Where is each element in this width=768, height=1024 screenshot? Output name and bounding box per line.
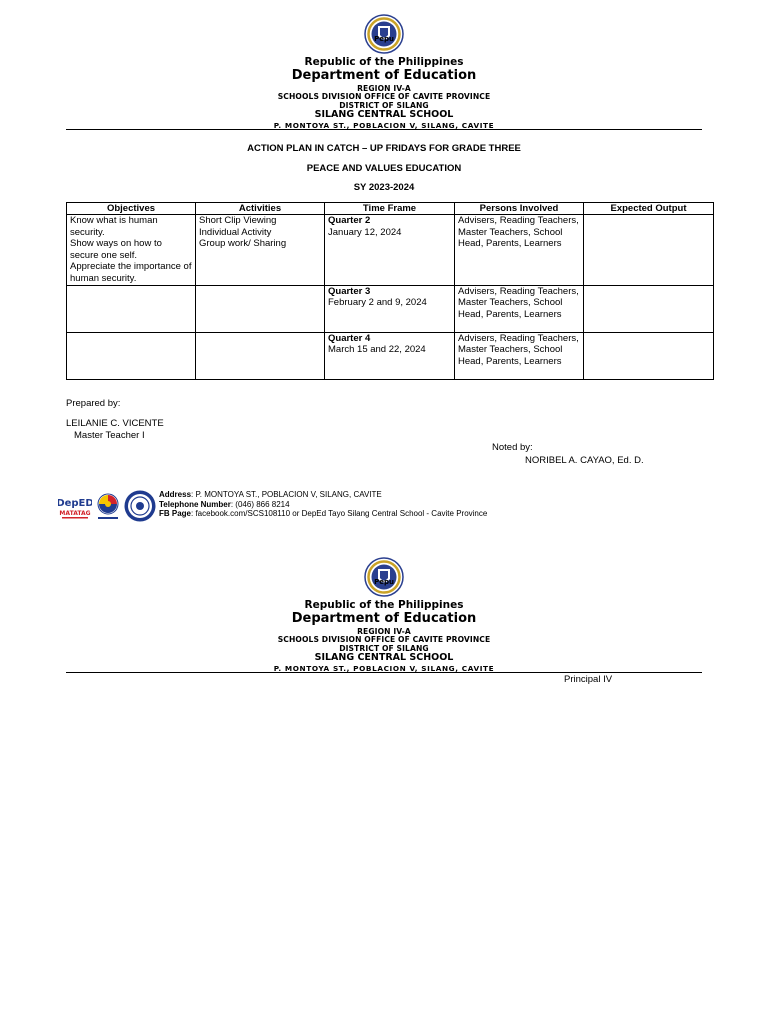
- header-activities: Activities: [196, 203, 325, 215]
- department-line: Department of Education: [291, 611, 477, 626]
- time-frame-cell: [325, 215, 455, 286]
- noted-by-title: Principal IV: [564, 674, 613, 685]
- header-persons-involved: Persons Involved: [455, 203, 584, 215]
- prepared-by-name: LEILANIE C. VICENTE: [66, 418, 164, 429]
- persons-cell: Advisers, Reading Teachers, Master Teachers, School Head, Parents, Learners: [455, 215, 584, 286]
- republic-line: Republic of the Philippines: [304, 56, 464, 68]
- table-row: [67, 332, 714, 379]
- activity-item: Group work/ Sharing: [199, 238, 287, 250]
- department-line: Department of Education: [291, 68, 477, 83]
- school-line: SILANG CENTRAL SCHOOL: [314, 109, 454, 120]
- activities-cell: [196, 332, 325, 379]
- footer-fb-page: FB Page: facebook.com/SCS108110 or DepEd Tayo Silang Central School - Cavite Province: [159, 509, 488, 518]
- quarter-label: Quarter 3: [328, 285, 371, 297]
- table-row: [67, 215, 714, 286]
- republic-line: Republic of the Philippines: [304, 599, 464, 611]
- svg-text:Pepu: Pepu: [374, 578, 394, 586]
- quarter-label: Quarter 2: [328, 215, 371, 226]
- prepared-by-title: Master Teacher I: [74, 430, 145, 441]
- quarter-dates: January 12, 2024: [328, 226, 402, 238]
- division-line: SCHOOLS DIVISION OFFICE OF CAVITE PROVINCE: [277, 635, 491, 644]
- table-row: [67, 285, 714, 332]
- activities-cell: [196, 285, 325, 332]
- output-cell: [584, 332, 714, 379]
- time-frame-cell: [325, 285, 455, 332]
- deped-seal-icon: [364, 14, 404, 54]
- footer-address: Address: P. MONTOYA ST., POBLACION V, SILANG, CAVITE: [159, 490, 382, 499]
- division-line: SCHOOLS DIVISION OFFICE OF CAVITE PROVINCE: [277, 92, 491, 101]
- header-rule: [66, 129, 702, 130]
- objectives-cell: [67, 332, 196, 379]
- school-address-line: P. MONTOYA ST., POBLACION V, SILANG, CAVITE: [273, 664, 495, 673]
- quarter-dates: February 2 and 9, 2024: [328, 297, 427, 309]
- noted-by-label: Noted by:: [492, 442, 533, 453]
- activities-cell: [196, 215, 325, 286]
- output-cell: [584, 285, 714, 332]
- output-cell: [584, 215, 714, 286]
- school-seal-logo: [124, 490, 156, 522]
- region-line: REGION IV-A: [357, 84, 411, 93]
- deped-seal: [364, 557, 404, 597]
- deped-matatag-icon: [58, 492, 92, 522]
- header-expected-output: Expected Output: [584, 203, 714, 215]
- header-rule: [66, 672, 702, 673]
- activity-item: Individual Activity: [199, 226, 272, 238]
- objective-item: Show ways on how to secure one self.: [70, 238, 162, 261]
- school-seal-icon: [124, 490, 156, 522]
- footer-phone: Telephone Number: (046) 866 8214: [159, 499, 290, 509]
- objectives-cell: [67, 285, 196, 332]
- prepared-by-label: Prepared by:: [66, 398, 121, 409]
- school-address-line: P. MONTOYA ST., POBLACION V, SILANG, CAVITE: [273, 121, 495, 130]
- svg-text:DepED: DepED: [58, 498, 92, 509]
- deped-seal: [364, 14, 404, 54]
- plan-title: ACTION PLAN IN CATCH – UP FRIDAYS FOR GRADE THREE: [247, 143, 521, 154]
- deped-matatag-logo: [58, 492, 92, 522]
- svg-text:MATATAG: MATATAG: [59, 510, 91, 517]
- region-line: REGION IV-A: [357, 627, 411, 636]
- action-plan-table: [66, 202, 714, 380]
- district-line: DISTRICT OF SILANG: [339, 101, 429, 110]
- header-objectives: Objectives: [67, 203, 196, 215]
- activity-item: Short Clip Viewing: [199, 215, 277, 226]
- school-line: SILANG CENTRAL SCHOOL: [314, 652, 454, 663]
- bagong-pilipinas-icon: [95, 492, 121, 522]
- footer-contact: [159, 490, 487, 519]
- school-year: SY 2023-2024: [353, 182, 415, 193]
- objective-item: Know what is human security.: [70, 215, 158, 238]
- bagong-pilipinas-logo: [95, 492, 121, 522]
- objective-item: Appreciate the importance of human security.: [70, 261, 192, 284]
- quarter-dates: March 15 and 22, 2024: [328, 344, 426, 356]
- subject-title: PEACE AND VALUES EDUCATION: [306, 163, 462, 174]
- table-header-row: [67, 203, 714, 215]
- header-time-frame: Time Frame: [325, 203, 455, 215]
- svg-text:Pepu: Pepu: [374, 35, 394, 43]
- time-frame-cell: [325, 332, 455, 379]
- persons-cell: Advisers, Reading Teachers, Master Teachers, School Head, Parents, Learners: [455, 285, 584, 332]
- district-line: DISTRICT OF SILANG: [339, 644, 429, 653]
- deped-seal-icon: [364, 557, 404, 597]
- objectives-cell: [67, 215, 196, 286]
- noted-by-name: NORIBEL A. CAYAO, Ed. D.: [525, 455, 644, 466]
- persons-cell: Advisers, Reading Teachers, Master Teachers, School Head, Parents, Learners: [455, 332, 584, 379]
- quarter-label: Quarter 4: [328, 332, 371, 344]
